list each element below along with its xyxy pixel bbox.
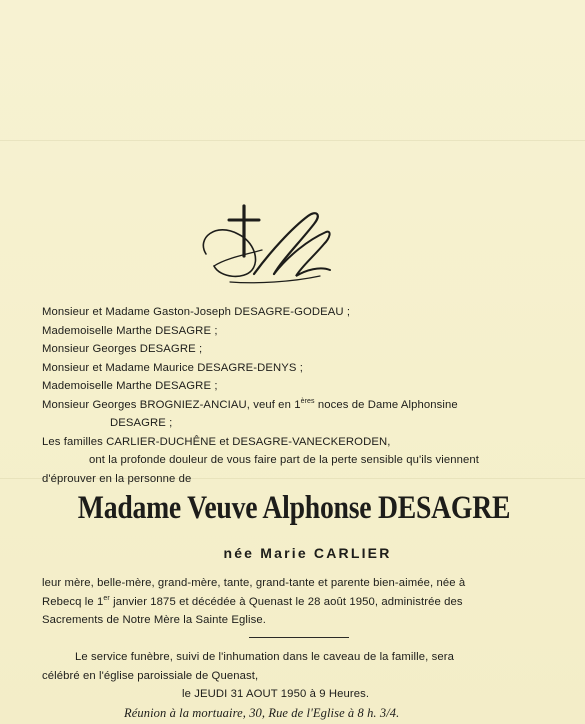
widower-line-2: DESAGRE ;	[110, 417, 173, 429]
family-line: Monsieur et Madame Gaston-Joseph DESAGRE-GODEAU ;	[42, 306, 351, 318]
widower-line: Monsieur Georges BROGNIEZ-ANCIAU, veuf en 1ères noces de Dame Alphonsine	[42, 397, 458, 411]
ordinal-sup: ères	[300, 397, 315, 405]
bio-line-2	[42, 593, 557, 612]
maiden-name: née Marie CARLIER	[223, 545, 392, 561]
biography	[42, 574, 557, 630]
widower-text: Monsieur Georges BROGNIEZ-ANCIAU, veuf en	[42, 398, 291, 411]
families-line: Les familles CARLIER-DUCHÊNE et DESAGRE-VANECKERODEN,	[42, 435, 391, 448]
family-line: Monsieur Georges DESAGRE ;	[42, 343, 203, 355]
family-line: Monsieur et Madame Maurice DESAGRE-DENYS ;	[42, 361, 303, 374]
bio-line: leur mère, belle-mère, grand-mère, tante, grand-tante et parente bien-aimée, née à	[42, 577, 466, 589]
deceased-name: Madame Veuve Alphonse DESAGRE	[77, 490, 511, 526]
bio-line: Sacrements de Notre Mère la Sainte Eglise.	[42, 614, 266, 626]
meeting-info: Réunion à la mortuaire, 30, Rue de l'Eglise à 8 h. 3/4.	[124, 705, 400, 720]
sorrow-line: ont la profonde douleur de vous faire part de la perte sensible qu'ils viennent	[89, 454, 480, 466]
cross-monogram-icon	[196, 200, 338, 286]
family-list	[42, 303, 557, 488]
bio-text-end: janvier 1875 et décédée à Quenast le 28 août 1950, administrée des	[113, 595, 463, 608]
paper-fold	[0, 140, 585, 141]
widower-text-end: noces de Dame Alphonsine	[317, 398, 458, 411]
family-line: Mademoiselle Marthe DESAGRE ;	[42, 324, 218, 337]
ordinal-sup: er	[103, 594, 110, 602]
service-info	[42, 648, 557, 722]
family-line: Mademoiselle Marthe DESAGRE ;	[42, 380, 218, 392]
divider	[249, 637, 349, 638]
service-line-2: célébré en l'église paroissiale de Quenast,	[42, 669, 259, 682]
service-date: le JEUDI 31 AOUT 1950 à 9 Heures.	[182, 688, 370, 700]
service-line: Le service funèbre, suivi de l'inhumation dans le caveau de la famille, sera	[75, 651, 454, 663]
sorrow-line-2: d'éprouver en la personne de	[42, 472, 192, 485]
bio-text: Rebecq le 1	[42, 595, 104, 608]
